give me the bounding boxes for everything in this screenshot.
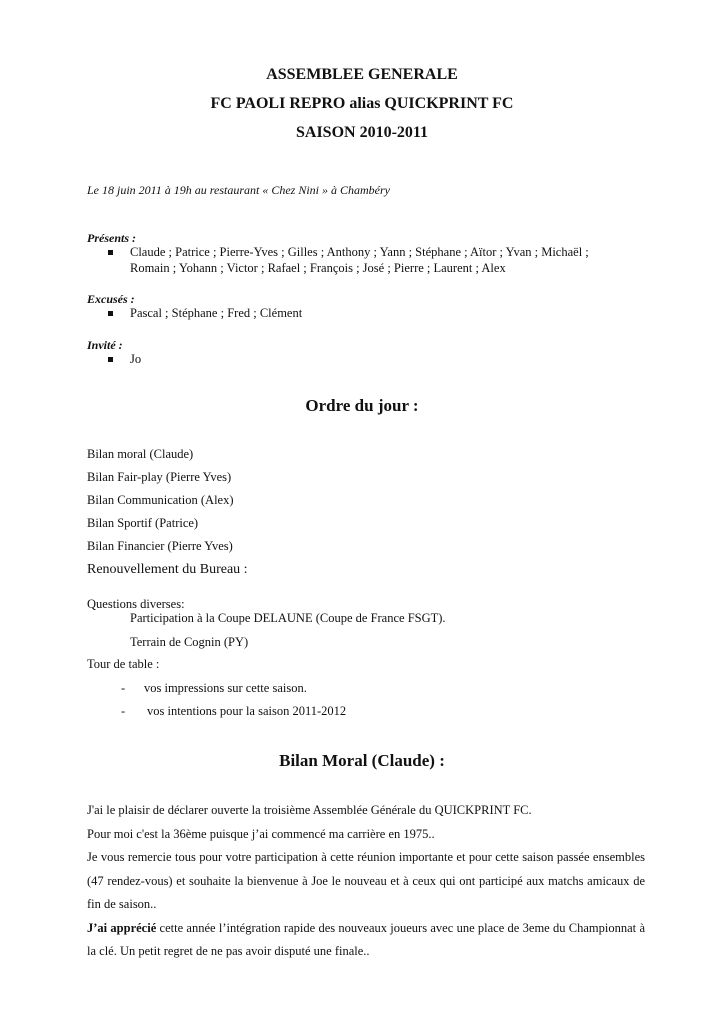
tour-item: vos impressions sur cette saison. [144,681,307,695]
paragraph [87,917,645,964]
invite-line1: Jo [130,352,142,366]
bilan-moral-body [87,799,645,964]
presents-line1: Claude ; Patrice ; Pierre-Yves ; Gilles ; Anthony ; Yann ; Stéphane ; Aïtor ; Yvan ; Michaël ; [130,245,589,259]
doc-title-line3: SAISON 2010-2011 [295,124,429,141]
paragraph: Pour moi c'est la 36ème puisque j’ai commencé ma carrière en 1975.. [87,826,435,841]
agenda-item: Bilan Financier (Pierre Yves) [87,539,233,553]
question-item: Terrain de Cognin (PY) [130,635,249,649]
agenda-item: Bilan Fair-play (Pierre Yves) [87,470,232,484]
bilan-moral-heading: Bilan Moral (Claude) : [279,751,445,770]
doc-title-line1: ASSEMBLEE GENERALE [266,66,458,83]
excuses-line1: Pascal ; Stéphane ; Fred ; Clément [130,306,303,320]
bullet-icon [108,250,113,255]
bullet-icon [108,357,113,362]
agenda-item: Bilan Sportif (Patrice) [87,516,199,530]
agenda-heading: Ordre du jour : [305,396,419,415]
questions-label: Questions diverses: [87,597,185,611]
dash-mark: - [121,704,126,718]
bullet-icon [108,311,113,316]
bold-lead: J’ai apprécié [87,920,157,935]
agenda-item: Bilan moral (Claude) [87,447,194,461]
excuses-label: Excusés : [87,292,135,306]
invite-label: Invité : [87,338,123,352]
tour-item: vos intentions pour la saison 2011-2012 [147,704,347,718]
presents-label: Présents : [87,231,136,245]
presents-line2: Romain ; Yohann ; Victor ; Rafael ; François ; José ; Pierre ; Laurent ; Alex [130,261,506,275]
agenda-renouvellement: Renouvellement du Bureau : [87,562,248,577]
question-item: Participation à la Coupe DELAUNE (Coupe de France FSGT). [130,611,446,625]
doc-title-line2: FC PAOLI REPRO alias QUICKPRINT FC [210,95,514,112]
paragraph: J'ai le plaisir de déclarer ouverte la troisième Assemblée Générale du QUICKPRINT FC. [87,803,532,817]
paragraph-rest: cette année l’intégration rapide des nouveaux joueurs avec une place de 3eme du Championnat à la clé. Un petit regret de ne pas avoir disputé une finale.. [87,920,645,958]
tour-label: Tour de table : [87,657,160,671]
paragraph: Je vous remercie tous pour votre participation à cette réunion importante et pour cette saison passée ensembles (47 rendez-vous) et souhaite la bienvenue à Joe le nouveau et à ceux qui ont participé aux matchs amicaux de fin de saison.. [87,850,645,911]
dash-mark: - [121,681,126,695]
meeting-info: Le 18 juin 2011 à 19h au restaurant « Chez Nini » à Chambéry [87,183,390,197]
agenda-item: Bilan Communication (Alex) [87,493,234,507]
